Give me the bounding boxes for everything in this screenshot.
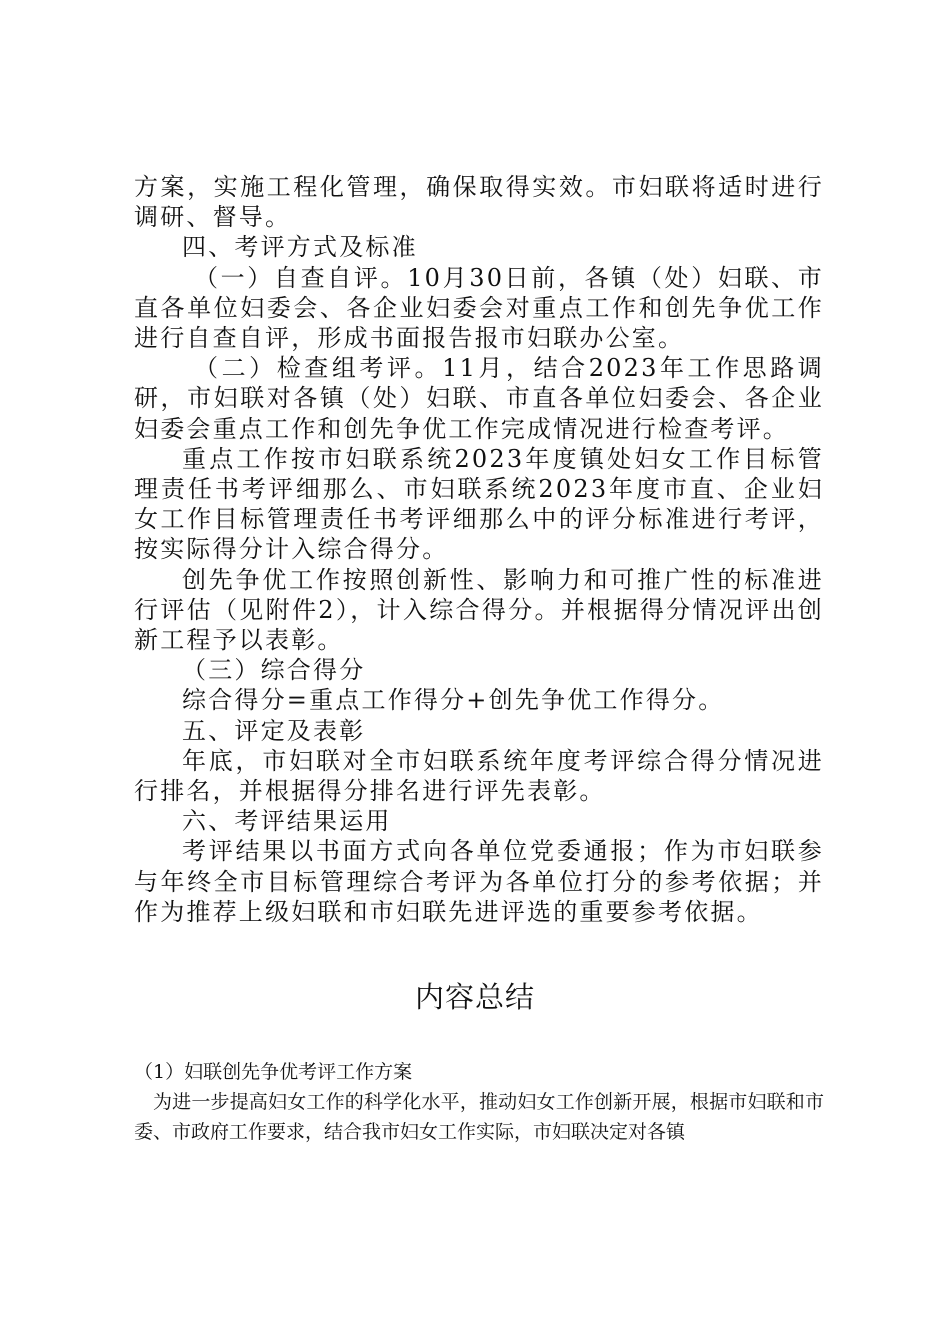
summary-item-heading: （1）妇联创先争优考评工作方案 <box>134 1061 413 1083</box>
continuation-paragraph: 方案，实施工程化管理，确保取得实效。市妇联将适时进行调研、督导。 <box>134 173 824 232</box>
key-work-scoring-paragraph: 重点工作按市妇联系统2023年度镇处妇女工作目标管理责任书考评细那么、市妇联系统2023年度市直、企业妇女工作目标管理责任书考评细那么中的评分标准进行考评，按实际得分计入综合得分。 <box>134 444 824 564</box>
score-formula: 综合得分=重点工作得分+创先争优工作得分。 <box>182 686 725 715</box>
document-body <box>134 172 824 927</box>
section-heading-six: 六、考评结果运用 <box>182 807 392 836</box>
ranking-paragraph: 年底，市妇联对全市妇联系统年度考评综合得分情况进行排名，并根据得分排名进行评先表彰。 <box>134 746 824 806</box>
results-usage-paragraph: 考评结果以书面方式向各单位党委通报；作为市妇联参与年终全市目标管理综合考评为各单位打分的参考依据；并作为推荐上级妇联和市妇联先进评选的重要参考依据。 <box>134 837 824 926</box>
summary-title: 内容总结 <box>414 980 535 1014</box>
excellence-scoring-paragraph: 创先争优工作按照创新性、影响力和可推广性的标准进行评估（见附件2），计入综合得分。并根据得分情况评出创新工程予以表彰。 <box>134 565 824 655</box>
composite-score-heading: （三）综合得分 <box>182 656 366 685</box>
inspection-paragraph: （二）检查组考评。11月，结合2023年工作思路调研，市妇联对各镇（处）妇联、市直各单位妇委会、各企业妇委会重点工作和创先争优工作完成情况进行检查考评。 <box>134 354 824 443</box>
section-heading-four: 四、考评方式及标准 <box>182 233 418 262</box>
summary-section <box>134 1057 824 1147</box>
section-heading-five: 五、评定及表彰 <box>182 716 366 745</box>
self-assessment-paragraph: （一）自查自评。10月30日前，各镇（处）妇联、市直各单位妇委会、各企业妇委会对重点工作和创先争优工作进行自查自评，形成书面报告报市妇联办公室。 <box>134 263 824 353</box>
summary-item-body: 为进一步提高妇女工作的科学化水平，推动妇女工作创新开展，根据市妇联和市委、市政府工作要求，结合我市妇女工作实际，市妇联决定对各镇 <box>134 1091 824 1143</box>
